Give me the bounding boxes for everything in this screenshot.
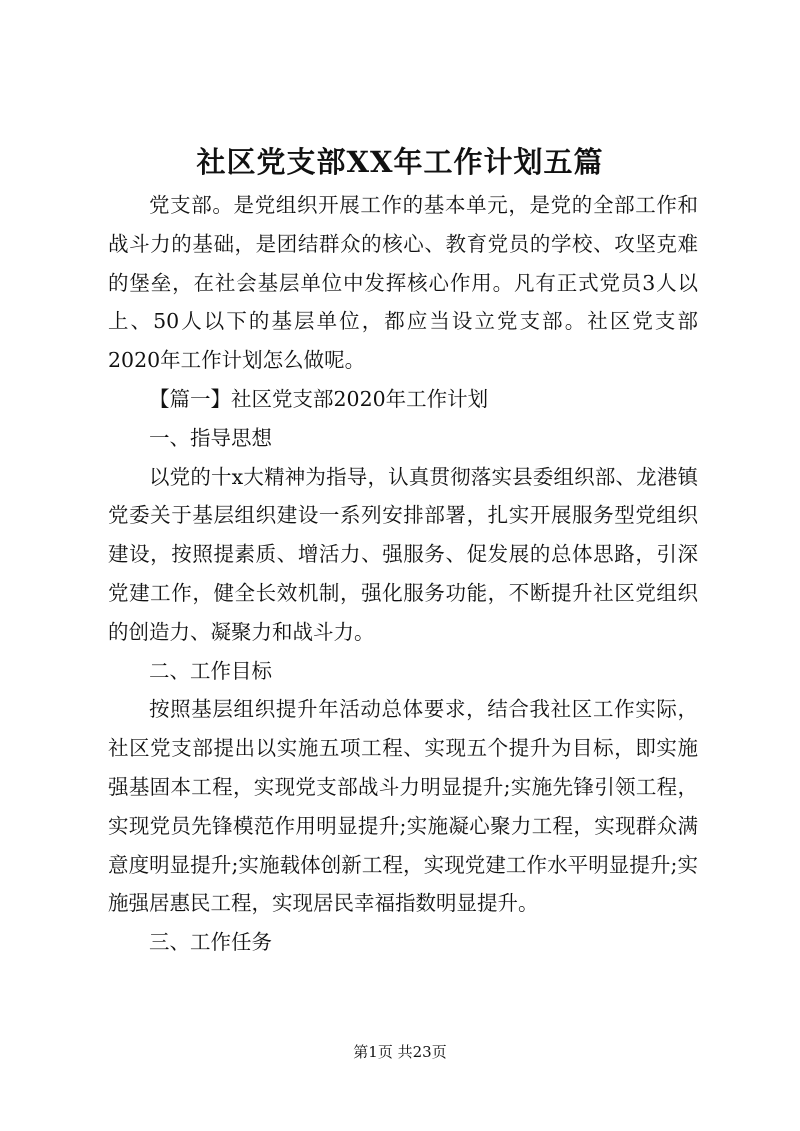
heading-work-goals: 二、工作目标 [149, 658, 272, 683]
intro-paragraph: 党支部。是党组织开展工作的基本单元，是党的全部工作和战斗力的基础，是团结群众的核心、教育党员的学校、攻坚克难的堡垒，在社会基层单位中发挥核心作用。凡有正式党员3人以上、50人以下的基层单位，都应当设立党支部。社区党支部2020年工作计划怎么做呢。 [108, 193, 698, 373]
document-body [108, 186, 698, 962]
heading-guiding-ideology: 一、指导思想 [149, 425, 272, 450]
section-heading-part-one: 【篇一】社区党支部2020年工作计划 [149, 386, 489, 411]
guiding-ideology-paragraph: 以党的十x大精神为指导，认真贯彻落实县委组织部、龙港镇党委关于基层组织建设一系列安排部署，扎实开展服务型党组织建设，按照提素质、增活力、强服务、促发展的总体思路，引深党建工作，健全长效机制，强化服务功能，不断提升社区党组织的创造力、凝聚力和战斗力。 [108, 464, 698, 644]
page-footer: 第1页 共23页 [353, 1043, 447, 1061]
document-title: 社区党支部XX年工作计划五篇 [196, 145, 604, 179]
heading-work-tasks: 三、工作任务 [149, 930, 272, 955]
work-goals-paragraph: 按照基层组织提升年活动总体要求，结合我社区工作实际，社区党支部提出以实施五项工程、实现五个提升为目标，即实施强基固本工程，实现党支部战斗力明显提升;实施先锋引领工程，实现党员先锋模范作用明显提升;实施凝心聚力工程，实现群众满意度明显提升;实施载体创新工程，实现党建工作水平明显提升;实施强居惠民工程，实现居民幸福指数明显提升。 [108, 697, 698, 916]
